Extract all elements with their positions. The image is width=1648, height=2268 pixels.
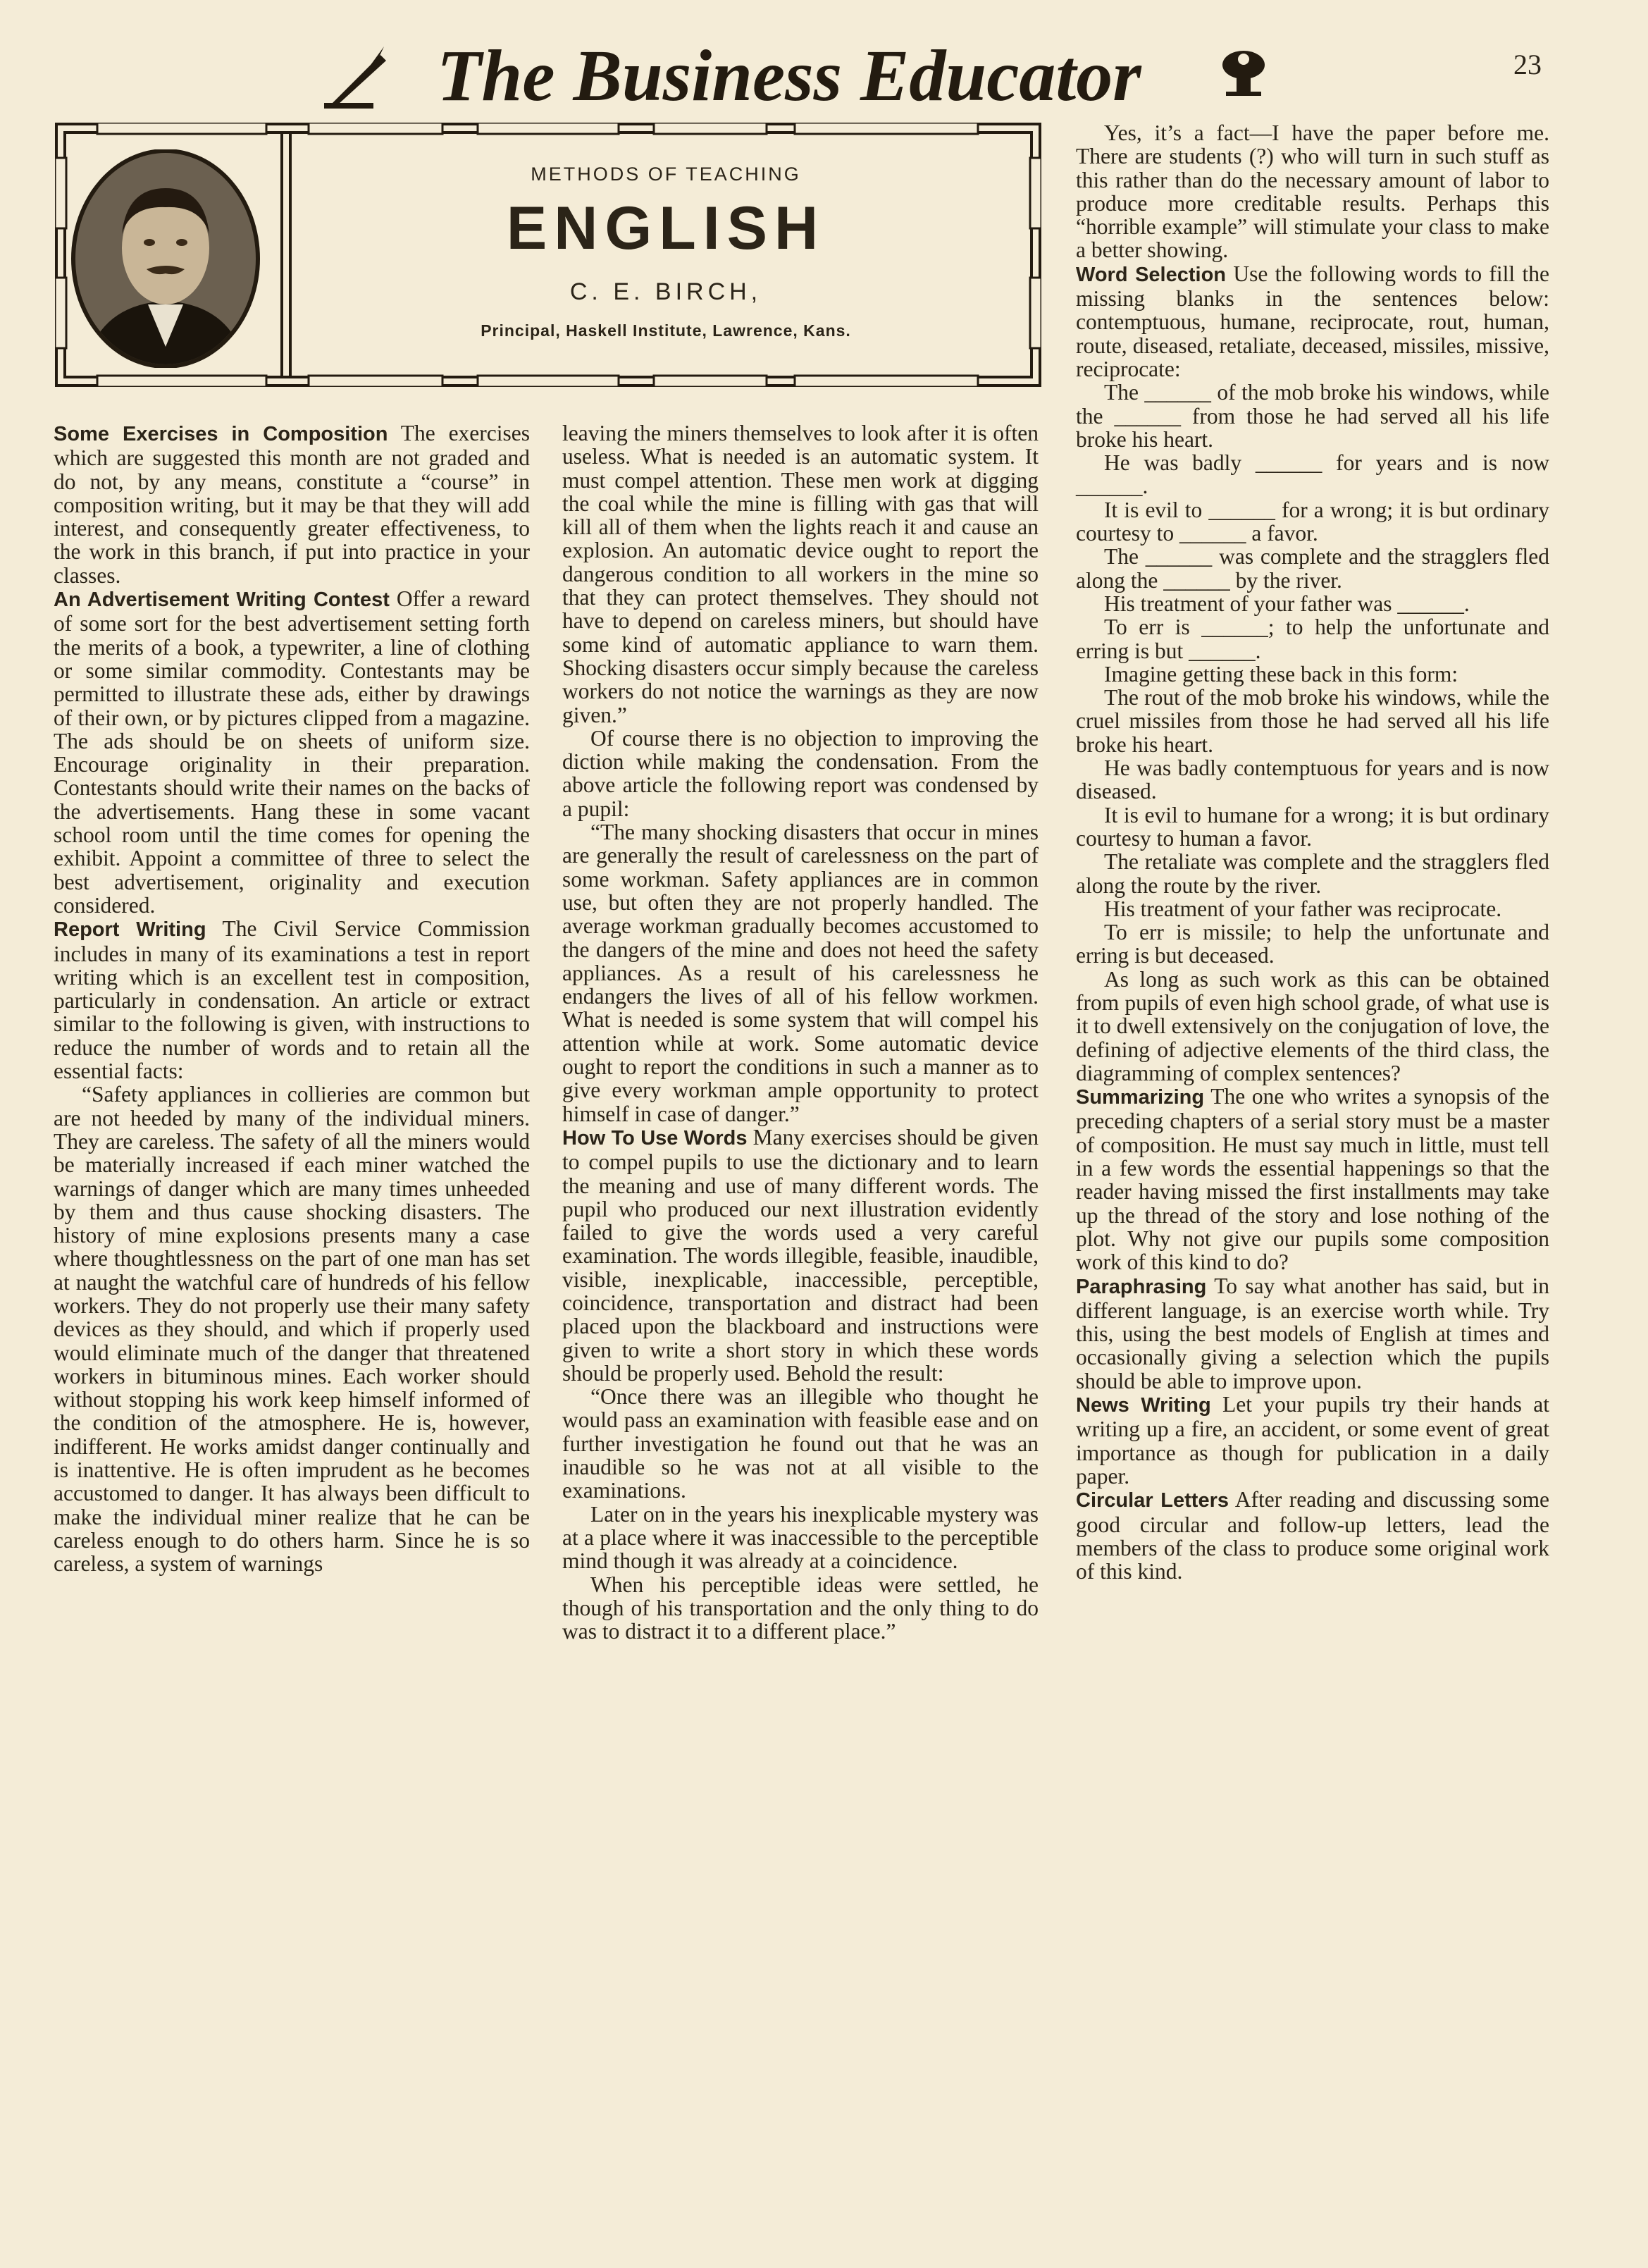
- paragraph: [1076, 1393, 1549, 1488]
- paragraph-text: “The many shocking disasters that occur in mines are generally the result of carelessness on the part of some workman. Safety appliances are in common use, but often they are not properly handled. The average workman gradually becomes accustomed to the dangers of the mine and does not heed the safety appliances. As a result of his carelessness he endangers the lives of all of his fellow workmen. What is needed is some system that will compel his attention while at work. Some automatic device ought to report the conditions in such a manner as to give every workman ample opportunity to protect himself in case of danger.”: [562, 820, 1039, 1126]
- author-position: Principal, Haskell Institute, Lawrence, Kans.: [481, 321, 851, 340]
- column-2: [562, 421, 1039, 1643]
- paragraph: [1076, 1085, 1549, 1274]
- paragraph: [562, 421, 1039, 727]
- paragraph: [54, 421, 530, 587]
- paragraph-text: The exercises which are suggested this month are not graded and do not, by any means, constitute a “course” in composition writing, but it may be that they will add interest, and consequently greater effectiveness, to the work in this branch, if put into practice in your classes.: [54, 421, 530, 588]
- paragraph: [562, 1385, 1039, 1502]
- paragraph-text: Of course there is no objection to improving the diction while making the condensation. From the above article the following report was condensed by a pupil:: [562, 725, 1039, 821]
- author-portrait: [70, 149, 261, 368]
- paragraph-heading: Word Selection: [1076, 263, 1226, 286]
- paragraph-text: When his perceptible ideas were settled, he though of his transportation and the only thing to do was to distract it to a different place.”: [562, 1572, 1039, 1644]
- paragraph-text: The rout of the mob broke his windows, while the cruel missiles from those he had served all his life broke his heart.: [1076, 685, 1549, 757]
- paragraph-text: Let your pupils try their hands at writing up a fire, an accident, or some event of great importance as though for publication in a daily paper.: [1076, 1392, 1549, 1489]
- paragraph-text: As long as such work as this can be obtained from pupils of even high school grade, of what use is it to dwell extensively on the conjugation of love, the defining of adjective elements of the third class, the diagramming of complex sentences?: [1076, 966, 1549, 1085]
- paragraph: [54, 917, 530, 1083]
- paragraph: [1076, 262, 1549, 381]
- paragraph: [1076, 920, 1549, 968]
- paragraph: [1076, 686, 1549, 756]
- paragraph-text: Offer a reward of some sort for the best advertisement setting forth the merits of a book, a typewriter, a line of clothing or some similar commodity. Contestants may be permitted to illustrate these ads, either by drawings of their own, or by pictures clipped from a magazine. The ads should be on sheets of uniform size. Encourage originality in their preparation. Contestants should write their names on the backs of the advertisements. Hang these in some vacant school room until the time comes for opening the exhibit. Appoint a committee of three to select the best advertisement, originality and execution considered.: [54, 586, 530, 918]
- paragraph: [54, 1083, 530, 1575]
- paragraph-text: “Once there was an illegible who thought he would pass an examination with feasible ease and on further investigation he found out that he was an inaudible so he was not at all visible to the examinations.: [562, 1384, 1039, 1503]
- paragraph-heading: Circular Letters: [1076, 1489, 1229, 1512]
- column-1: [54, 421, 530, 1576]
- paragraph-text: It is evil to humane for a wrong; it is but ordinary courtesy to human a favor.: [1076, 802, 1549, 851]
- paragraph: [562, 727, 1039, 820]
- paragraph-text: Use the following words to fill the missing blanks in the sentences below: contemptuous, humane, reciprocate, rout, human, route, diseased, retaliate, deceased, missiles, missive, reciprocate:: [1076, 261, 1549, 381]
- quill-pen-icon: [324, 41, 388, 111]
- paragraph: [562, 1573, 1039, 1644]
- paragraph-text: The retaliate was complete and the stragglers fled along the route by the river.: [1076, 849, 1549, 898]
- paragraph: [1076, 968, 1549, 1085]
- paragraph: [1076, 121, 1549, 262]
- article-heading: [331, 164, 1000, 340]
- paragraph: [562, 1126, 1039, 1385]
- paragraph-text: Later on in the years his inexplicable mystery was at a place where it was inaccessible to the perceptible mind though it was already at a coincidence.: [562, 1501, 1039, 1574]
- paragraph-heading: How To Use Words: [562, 1126, 748, 1150]
- fill-in-sentence: His treatment of your father was ______.: [1104, 591, 1470, 616]
- paragraph: [1076, 756, 1549, 803]
- paragraph-heading: Summarizing: [1076, 1086, 1205, 1109]
- masthead: [0, 28, 1648, 134]
- series-kicker: METHODS OF TEACHING: [531, 164, 801, 185]
- paragraph-heading: News Writing: [1076, 1394, 1211, 1417]
- paragraph-text: Imagine getting these back in this form:: [1104, 661, 1458, 686]
- paragraph: [562, 1503, 1039, 1573]
- paragraph-text: leaving the miners themselves to look after it is often useless. What is needed is an automatic system. It must compel attention. These men work at digging the coal while the mine is filling with gas that will kill all of them when the lights reach it and cause an explosion. An automatic device ought to report the dangerous condition to all workers in the mine so that they can protect themselves. They should not have to depend on careless miners, but should have some kind of automatic appliance to warn them. Shocking disasters occur simply because the careless workers do not notice the warnings as they are now given.”: [562, 421, 1039, 727]
- paragraph: [1076, 803, 1549, 851]
- paragraph-heading: An Advertisement Writing Contest: [54, 588, 390, 612]
- paragraph-text: Yes, it’s a fact—I have the paper before me. There are students (?) who will turn in such stuff as this rather than do the necessary amount of labor to produce more creditable results. Perhaps this “horrible example” will stimulate your class to make a better showing.: [1076, 121, 1549, 263]
- eagle-emblem-icon: [1219, 44, 1268, 100]
- fill-in-sentence: To err is ______; to help the unfortunate and erring is but ______.: [1076, 615, 1549, 663]
- paragraph-text: His treatment of your father was reciprocate.: [1104, 896, 1502, 921]
- paragraph-heading: Paraphrasing: [1076, 1275, 1207, 1298]
- paragraph-text: “Safety appliances in collieries are common but are not heeded by many of the individual miners. They are careless. The safety of all the miners would be materially increased if each miner watched the warnings of danger which are many times unheeded by them and thus cause shocking disasters. The history of mine explosions presents many a case where thoughtlessness on the part of one man has set at naught the watchful care of hundreds of his fellow workers. They do not properly use their many safety devices as they should, and which if properly used would eliminate much of the danger that threatened workers in bituminous mines. Each worker should without stopping his work keep himself informed of the condition of the atmosphere. He is, however, indifferent. He works amidst danger continually and is inattentive. He is often imprudent as he becomes accustomed to danger. It has always been difficult to make the individual miner realize that he can be careless enough to do others harm. Since he is so careless, a system of warnings: [54, 1082, 530, 1577]
- column-3: [1076, 121, 1549, 1583]
- paragraph-heading: Report Writing: [54, 918, 206, 942]
- author-name: C. E. BIRCH,: [569, 278, 762, 305]
- paragraph: [562, 820, 1039, 1126]
- paragraph: [1076, 662, 1549, 686]
- article-title: ENGLISH: [506, 195, 826, 262]
- paragraph-text: The Civil Service Commission includes in many of its examinations a test in report writing which is an excellent test in composition, particularly in condensation. An article or extract similar to the following is given, with instructions to reduce the number of words and to retain all the essential facts:: [54, 916, 530, 1084]
- paragraph: [1076, 1274, 1549, 1393]
- publication-title: The Business Educator: [437, 35, 1141, 116]
- paragraph-text: The one who writes a synopsis of the preceding chapters of a serial story must be a master of composition. He must say much in little, must tell in a few words the essential happenings so that the reader having missed the first installments may take up the thread of the story and lose nothing of the plot. Why not give our pupils some composition work of this kind to do?: [1076, 1084, 1549, 1275]
- fill-in-sentence: It is evil to ______ for a wrong; it is but ordinary courtesy to ______ a favor.: [1076, 497, 1549, 546]
- fill-in-sentence: The ______ of the mob broke his windows, while the ______ from those he had served all his life broke his heart.: [1076, 380, 1549, 452]
- paragraph: [1076, 1488, 1549, 1583]
- fill-in-sentence: He was badly ______ for years and is now ______.: [1076, 450, 1549, 499]
- paragraph: [1076, 850, 1549, 897]
- paragraph-heading: Some Exercises in Composition: [54, 423, 388, 445]
- paragraph: [54, 587, 530, 917]
- paragraph: [1076, 897, 1549, 920]
- paragraph-text: After reading and discussing some good circular and follow-up letters, lead the members of the class to produce some original work of this kind.: [1076, 1487, 1549, 1584]
- paragraph-text: Many exercises should be given to compel pupils to use the dictionary and to learn the meaning and use of many different words. The pupil who produced our next illustration evidently failed to give the words used a very careful examination. The words illegible, feasible, inaudible, visible, inexplicable, inaccessible, perceptible, coincidence, transportation and distract had been placed upon the blackboard and instructions were given to write a short story in which these words should be properly used. Behold the result:: [562, 1124, 1039, 1386]
- page-number: 23: [1513, 49, 1542, 80]
- paragraph-text: To say what another has said, but in different language, is an exercise worth while. Try this, using the best models of English at times and occasionally giving a selection which the pupils should be able to improve upon.: [1076, 1273, 1549, 1393]
- paragraph-text: He was badly contemptuous for years and is now diseased.: [1076, 756, 1549, 804]
- paragraph-text: To err is missile; to help the unfortunate and erring is but deceased.: [1076, 920, 1549, 968]
- fill-in-sentence: The ______ was complete and the stragglers fled along the ______ by the river.: [1076, 544, 1549, 593]
